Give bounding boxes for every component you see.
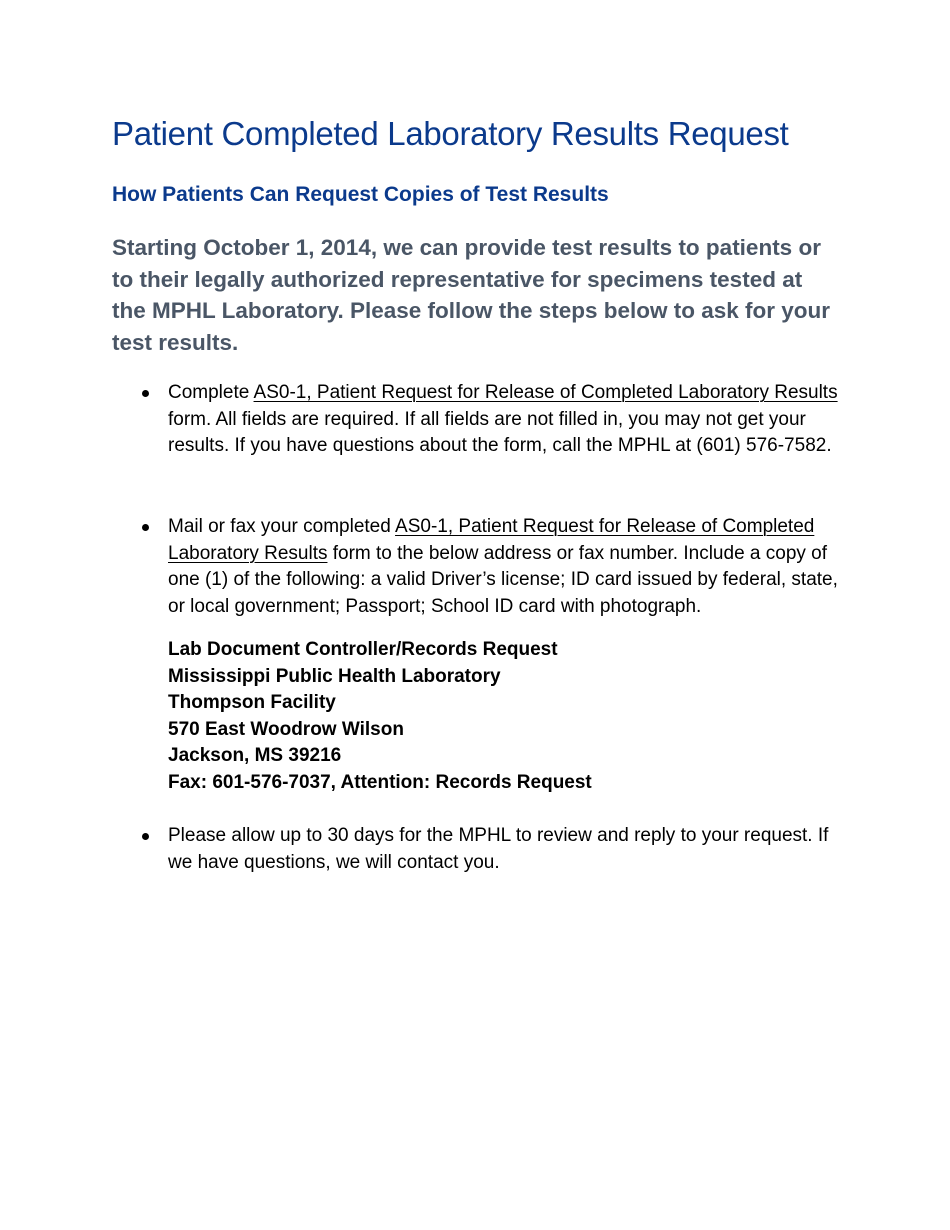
- steps-list-3: [112, 823, 847, 876]
- address-line-3: Thompson Facility: [168, 692, 336, 713]
- address-fax-line: Fax: 601-576-7037, Attention: Records Request: [168, 771, 592, 793]
- step1-prefix: Complete: [168, 382, 254, 403]
- step2-prefix: Mail or fax your completed: [168, 516, 396, 537]
- step-allow-time: [112, 823, 847, 876]
- address-line-4: 570 East Woodrow Wilson: [168, 718, 404, 740]
- bullet-icon: [142, 833, 149, 840]
- as0-1-form-link[interactable]: AS0-1, Patient Request for Release of Completed Laboratory Results: [253, 382, 838, 403]
- step-mail-or-fax: [112, 514, 847, 620]
- step3-text: Please allow up to 30 days for the MPHL to review and reply to your request. If we have questions, we will contact you.: [168, 825, 829, 873]
- intro-paragraph: Starting October 1, 2014, we can provide test results to patients or to their legally authorized representative for specimens tested at the MPHL Laboratory. Please follow the steps below to ask for your test results.: [112, 235, 831, 355]
- steps-list-2: [112, 514, 847, 620]
- mailing-address: [168, 637, 592, 796]
- page-subtitle: How Patients Can Request Copies of Test Results: [112, 183, 609, 206]
- page-title: Patient Completed Laboratory Results Request: [112, 115, 789, 152]
- bullet-icon: [142, 390, 149, 397]
- address-line-5: Jackson, MS 39216: [168, 745, 342, 766]
- steps-list-1: [112, 380, 847, 460]
- bullet-icon: [142, 524, 149, 531]
- step1-suffix: form. All fields are required. If all fields are not filled in, you may not get your results. If you have questions about the form, call the MPHL at (601) 576-7582.: [168, 408, 832, 456]
- as0-1-form-link-2[interactable]: AS0-1, Patient Request for Release of Completed Laboratory Results: [168, 516, 815, 564]
- step2-suffix: form to the below address or fax number. Include a copy of one (1) of the following: a valid Driver’s license; ID card issued by federal, state, or local government; Passport; School ID card with photograph.: [168, 542, 838, 617]
- address-line-2: Mississippi Public Health Laboratory: [168, 665, 501, 687]
- step-complete-form: [112, 380, 847, 460]
- address-line-1: Lab Document Controller/Records Request: [168, 639, 558, 660]
